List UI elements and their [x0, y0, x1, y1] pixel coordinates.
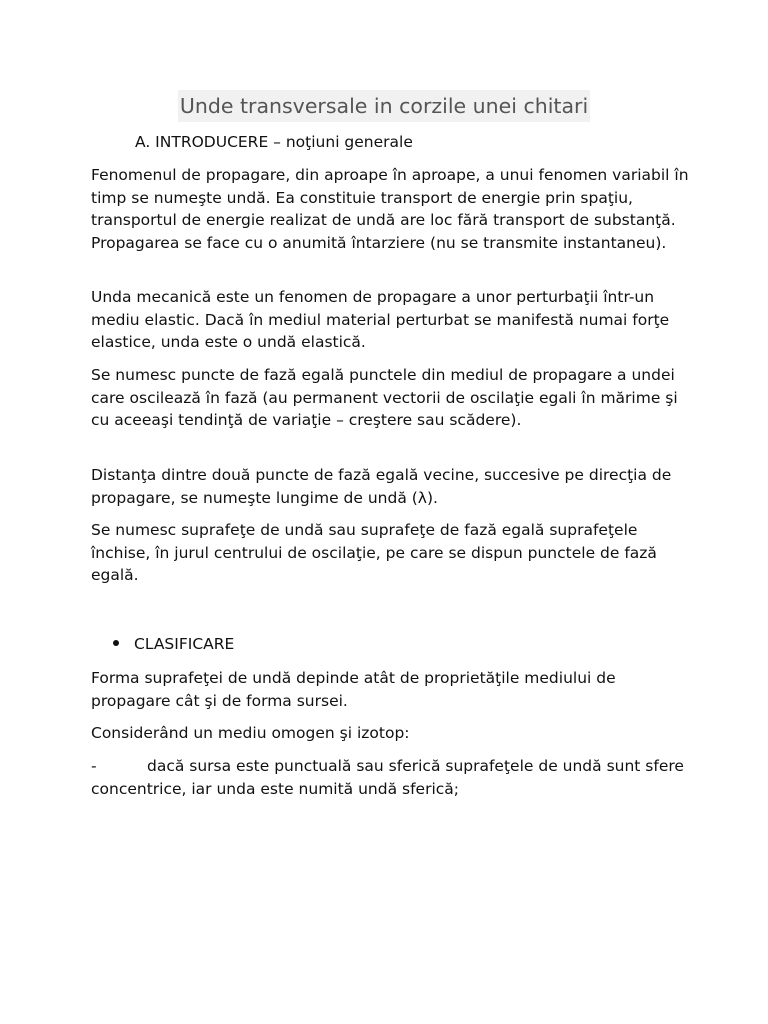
paragraph-wave-definition: Fenomenul de propagare, din aproape în aproape, a unui fenomen variabil în timp se numeşte undă. Ea constituie transport de energie prin spaţiu, transportul de energie realizat de undă are loc fără transport de substanţă. Propagarea se face cu o anumită întarziere (nu se transmite instantaneu).	[91, 166, 689, 252]
bullet-clasificare	[113, 633, 234, 655]
dash-marker: -	[91, 757, 97, 775]
paragraph-homogeneous-medium: Considerând un mediu omogen şi izotop:	[91, 724, 410, 742]
document-title: Unde transversale in corzile unei chitari	[178, 90, 590, 122]
dash-list-item	[91, 755, 691, 800]
paragraph-wavelength: Distanţa dintre două puncte de fază egală vecine, succesive pe direcţia de propagare, se numeşte lungime de undă (λ).	[91, 466, 672, 507]
dash-item-text: dacă sursa este punctuală sau sferică suprafeţele de undă sunt sfere concentrice, iar unda este numită undă sferică;	[91, 757, 684, 798]
paragraph-mechanical-wave: Unda mecanică este un fenomen de propagare a unor perturbaţii într-un mediu elastic. Dacă în mediul material perturbat se manifestă numai forţe elastice, unda este o undă elastică.	[91, 288, 670, 351]
title-container	[0, 90, 768, 122]
bullet-dot-icon	[113, 640, 119, 646]
paragraph-wave-surface-shape: Forma suprafeţei de undă depinde atât de proprietăţile mediului de propagare cât şi de forma sursei.	[91, 669, 616, 710]
bullet-label: CLASIFICARE	[134, 635, 235, 653]
section-a-heading: A. INTRODUCERE – noţiuni generale	[135, 133, 413, 151]
paragraph-equal-phase-points: Se numesc puncte de fază egală punctele din mediul de propagare a undei care oscilează în fază (au permanent vectorii de oscilaţie egali în mărime şi cu aceeaşi tendinţă de variaţie – creştere sau scădere).	[91, 366, 678, 429]
paragraph-wave-surfaces: Se numesc suprafeţe de undă sau suprafeţe de fază egală suprafeţele închise, în jurul centrului de oscilaţie, pe care se dispun punctele de fază egală.	[91, 521, 657, 584]
